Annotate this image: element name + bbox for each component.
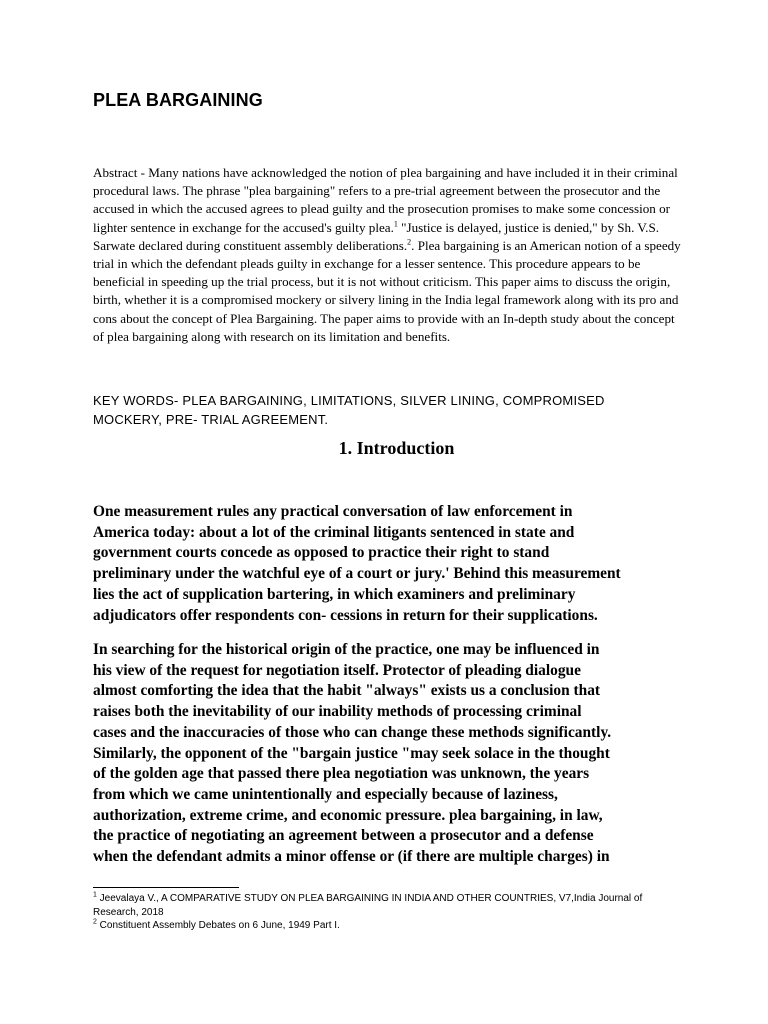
paragraph-line: government courts concede as opposed to practice their right to stand (93, 544, 550, 562)
footnote-text: Jeevalaya V., A COMPARATIVE STUDY ON PLEA BARGAINING IN INDIA AND OTHER COUNTRIES, V7,India Journal of Research, 2018 (93, 893, 643, 918)
paragraph-line: lies the act of supplication bartering, in which examiners and preliminary (93, 585, 576, 603)
paragraph-line: almost comforting the idea that the habit "always" exists us a conclusion that (93, 682, 601, 700)
paragraph-line: raises both the inevitability of our inability methods of processing criminal (93, 703, 582, 721)
footnotes (93, 892, 673, 933)
footnote-ref-2[interactable]: 2 (407, 237, 412, 247)
paragraph-line: preliminary under the watchful eye of a court or jury.' Behind this measurement (93, 565, 621, 583)
footnote-number: 1 (93, 891, 97, 899)
paragraph-line: of the golden age that passed there plea negotiation was unknown, the years (93, 765, 590, 783)
footnote-ref-1[interactable]: 1 (393, 219, 398, 229)
footnote-text: Constituent Assembly Debates on 6 June, 1949 Part I. (96, 920, 340, 931)
paragraph-line: adjudicators offer respondents con- cessions in return for their supplications. (93, 606, 598, 624)
abstract-text-part2: "Justice is delayed, justice is denied," by Sh. V.S. Sarwate declared during constituent assembly deliberations. (93, 219, 660, 253)
intro-paragraph-2 (93, 640, 663, 868)
paragraph-line: In searching for the historical origin of the practice, one may be influenced in (93, 641, 600, 658)
paragraph-line: from which we came unintentionally and especially because of laziness, (93, 785, 558, 803)
footnote-2 (93, 919, 673, 933)
footnote-1 (93, 892, 673, 919)
section-heading-introduction (0, 438, 768, 459)
paragraph-line: the practice of negotiating an agreement between a prosecutor and a defense (93, 827, 594, 845)
paragraph-line: One measurement rules any practical conversation of law enforcement in (93, 503, 573, 520)
footnote-separator (93, 887, 239, 888)
document-title: PLEA BARGAINING (93, 90, 263, 110)
section-heading-text: 1. Introduction (338, 438, 455, 458)
footnote-number: 2 (93, 918, 97, 926)
intro-paragraph-1 (93, 502, 663, 626)
paragraph-line: America today: about a lot of the criminal litigants sentenced in state and (93, 523, 575, 541)
paragraph-line: when the defendant admits a minor offense or (if there are multiple charges) in (93, 848, 610, 866)
paragraph-line: authorization, extreme crime, and economic pressure. plea bargaining, in law, (93, 806, 603, 824)
paragraph-line: his view of the request for negotiation itself. Protector of pleading dialogue (93, 661, 581, 679)
paragraph-line: cases and the inaccuracies of those who can change these methods significantly. (93, 723, 612, 741)
abstract-text-part3: . Plea bargaining is an American notion of a speedy trial in which the defendant pleads guilty in exchange for a lesser sentence. This procedure appears to be beneficial in speeding up the trial process, but it is not without criticism. This paper aims to discuss the origin, birth, whether it is a compromised mockery or silvery lining in the India legal framework along with its pro and cons about the concept of Plea Bargaining. The paper aims to provide with an In-depth study about the concept of plea bargaining along with research on its limitation and benefits. (93, 237, 681, 344)
keywords-line: KEY WORDS- PLEA BARGAINING, LIMITATIONS, SILVER LINING, COMPROMISED MOCKERY, PRE- TRIAL AGREEMENT. (93, 393, 605, 427)
paragraph-line: Similarly, the opponent of the "bargain justice "may seek solace in the thought (93, 744, 610, 762)
abstract-paragraph (93, 164, 683, 346)
abstract-text-part1: Abstract - Many nations have acknowledged the notion of plea bargaining and have included it in their criminal procedural laws. The phrase "plea bargaining" refers to a pre-trial agreement between the prosecutor and the accused in which the accused agrees to plead guilty and the prosecution promises to make some concession or lighter sentence in exchange for the accused's guilty plea. (93, 165, 678, 235)
